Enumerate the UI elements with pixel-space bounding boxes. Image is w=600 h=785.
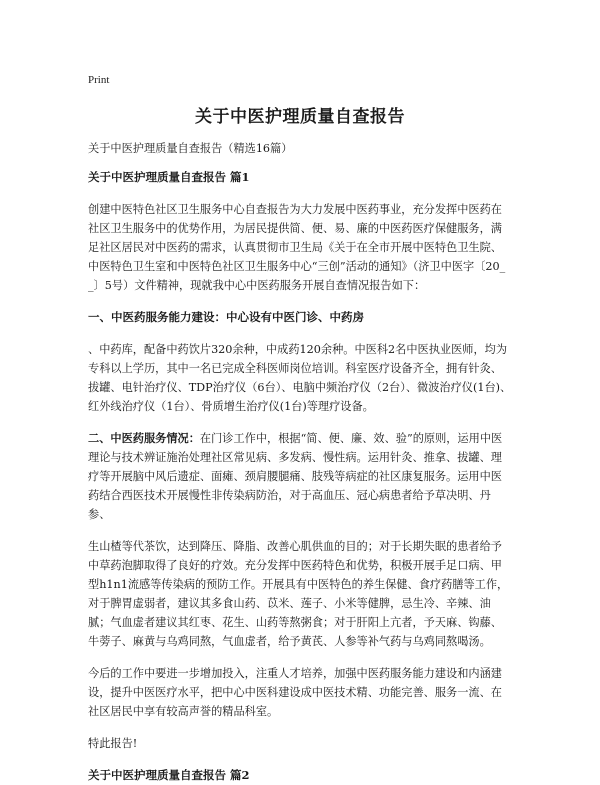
paragraph-intro: 创建中医特色社区卫生服务中心自查报告为大力发展中医药事业，充分发挥中医药在社区卫生服务中的优势作用，为居民提供简、便、易、廉的中医药医疗保健服务，满足社区居民对中医药的需求，认真贯彻市卫生局《关于在全市开展中医特色卫生院、中医特色卫生室和中医特色社区卫生服务中心“三创”活动的通知》（济卫中医字〔20__〕5号）文件精神，现就我中心中医药服务开展自查情况报告如下：: [88, 203, 506, 292]
heading-capacity-building: 一、中医药服务能力建设：中心设有中医门诊、中药房: [88, 310, 364, 324]
paragraph-services: [88, 429, 512, 524]
paragraph-services-text: 在门诊工作中，根据“简、便、廉、效、验”的原则，运用中医理论与技术辨证施治处理社区常见病、多发病、慢性病。运用针灸、推拿、拔罐、理疗等开展脑中风后遗症、面瘫、颈肩腰腿痛、肢残等病症的社区康复服务。运用中医药结合西医技术开展慢性非传染病防治，对于高血压、冠心病患者给予草决明、丹参、: [88, 432, 503, 521]
paragraph-closing: 特此报告!: [88, 737, 138, 750]
heading-services: 二、中医药服务情况：: [88, 431, 200, 445]
section-heading-1: 关于中医护理质量自查报告 篇1: [88, 170, 250, 184]
page-title: 关于中医护理质量自查报告: [195, 107, 405, 127]
section-heading-2: 关于中医护理质量自查报告 篇2: [88, 768, 250, 782]
print-link[interactable]: Print: [88, 74, 110, 86]
paragraph-facilities: 、中药库，配备中药饮片320余种，中成药120余种。中医科2名中医执业医师，均为专科以上学历，其中一名已完成全科医师岗位培训。科室医疗设备齐全，拥有针灸、拔罐、电针治疗仪、TDP治疗仪（6台）、电脑中频治疗仪（2台）、微波治疗仪(1台)、红外线治疗仪（1台）、骨质增生治疗仪(1台)等理疗设备。: [88, 343, 512, 413]
paragraph-future-work: 今后的工作中要进一步增加投入，注重人才培养，加强中医药服务能力建设和内涵建设，提升中医医疗水平，把中心中医科建设成中医技术精、功能完善、服务一流、在社区居民中享有较高声誉的精品科室。: [88, 667, 502, 718]
document-subtitle: 关于中医护理质量自查报告（精选16篇）: [88, 142, 293, 155]
paragraph-treatments: 生山楂等代茶饮，达到降压、降脂、改善心肌供血的目的；对于长期失眠的患者给予中草药泡脚取得了良好的疗效。充分发挥中医药特色和优势，积极开展手足口病、甲型h1n1流感等传染病的预防工作。开展具有中医特色的养生保健、食疗药膳等工作，对于脾胃虚弱者，建议其多食山药、苡米、莲子、小米等健脾，忌生冷、辛辣、油腻；气血虚者建议其红枣、花生、山药等熬粥食；对于肝阳上亢者，予天麻、钩藤、牛蒡子、麻黄与乌鸡同熬，气血虚者，给予黄芪、人参等补气药与乌鸡同熬喝汤。: [88, 540, 509, 648]
